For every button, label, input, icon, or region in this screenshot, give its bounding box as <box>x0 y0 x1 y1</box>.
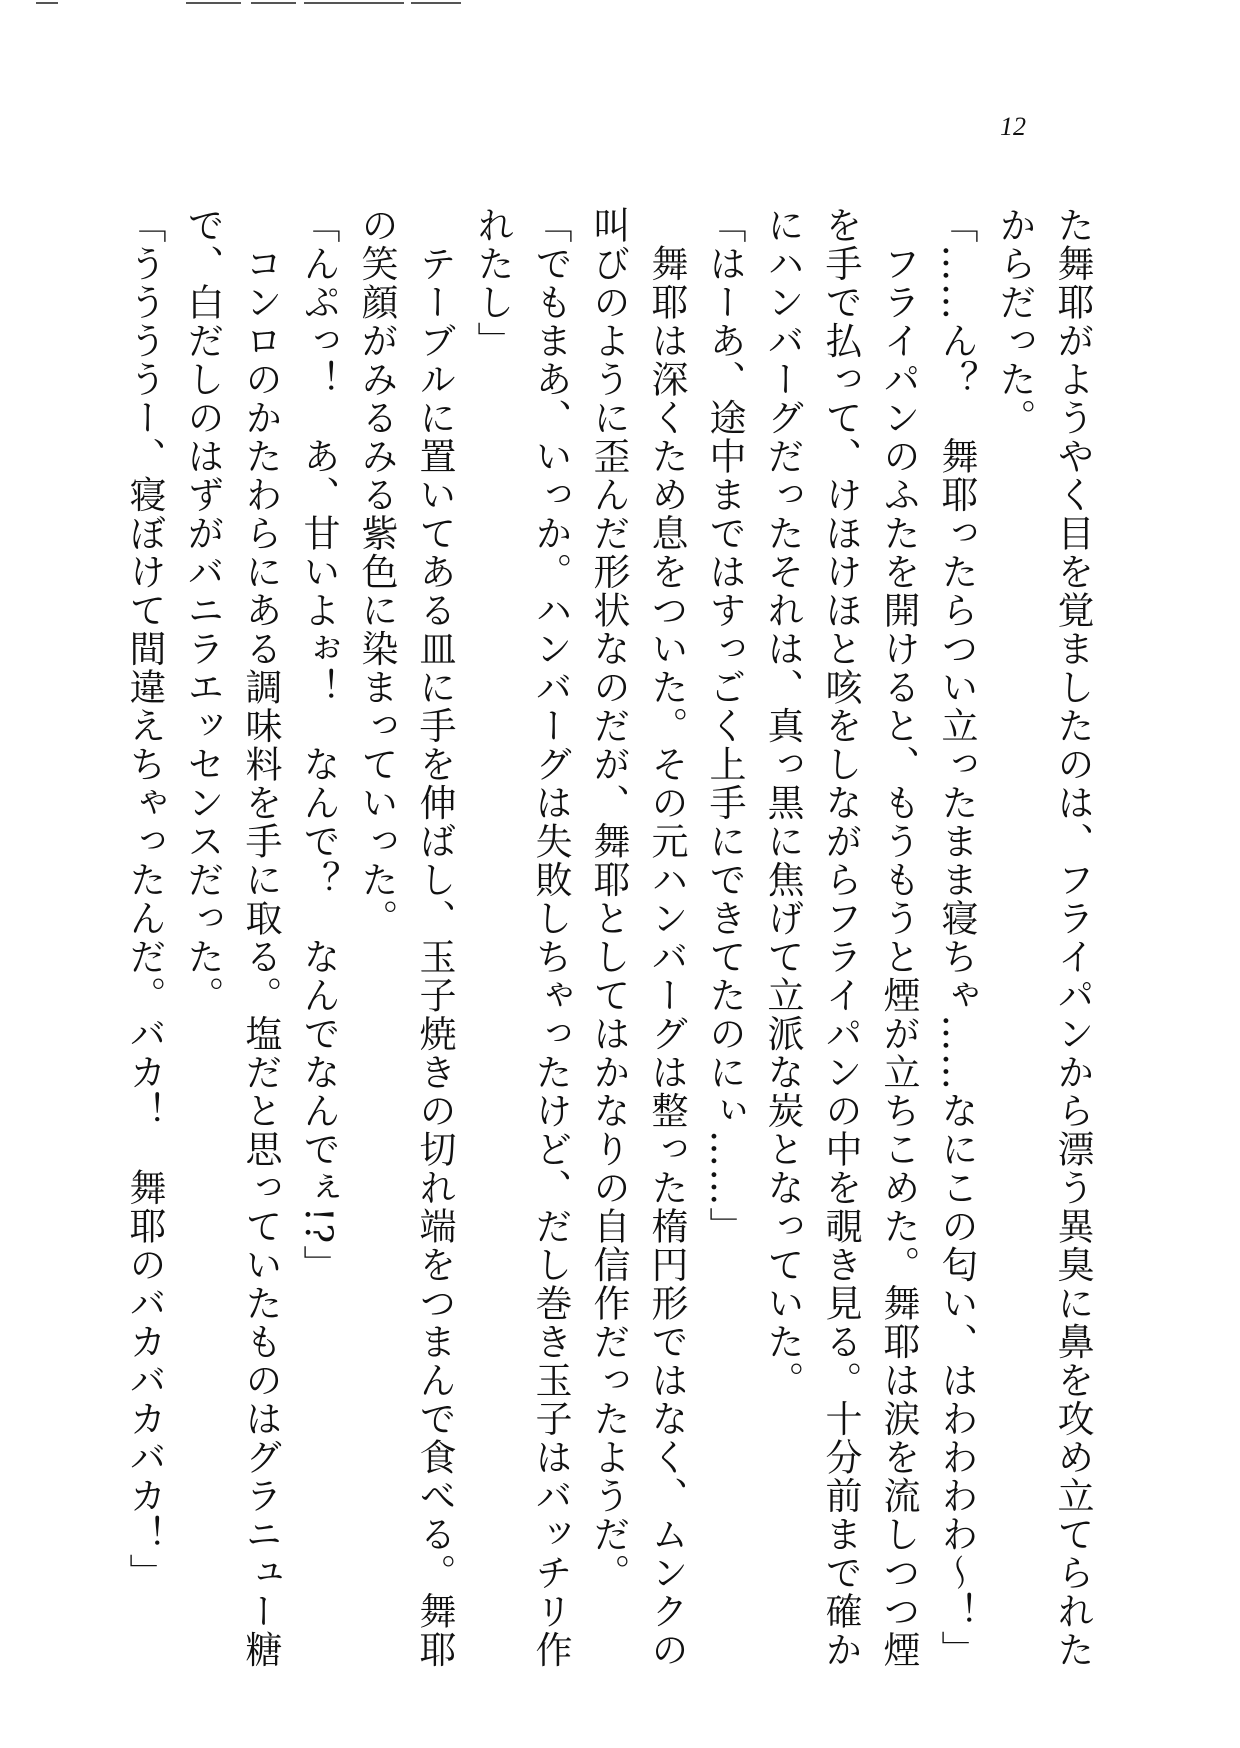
text-line: にハンバーグだったそれは、真っ黒に焦げて立派な炭となっていた。 <box>761 206 804 1400</box>
text-line: 「でもまあ、いっか。ハンバーグは失敗しちゃったけど、だし巻き玉子はバッチリ作 <box>529 206 572 1669</box>
text-line: で、白だしのはずがバニラエッセンスだった。 <box>181 206 224 1015</box>
text-line: 「……ん？ 舞耶ったらつい立ったまま寝ちゃ……なにこの匂い、はわわわわ～！」 <box>935 206 978 1669</box>
text-line: 「はーあ、途中まではすっごく上手にできてたのにぃ……」 <box>703 206 746 1246</box>
text-line: 舞耶は深くため息をついた。その元ハンバーグは整った楕円形ではなく、ムンクの <box>645 206 688 1669</box>
text-line: を手で払って、けほけほと咳をしながらフライパンの中を覗き見る。十分前まで確か <box>819 206 862 1669</box>
text-line: れたし」 <box>471 206 514 360</box>
text-line: 「ううううー、寝ぼけて間違えちゃったんだ。バカ！ 舞耶のバカバカバカ！」 <box>123 206 166 1592</box>
text-line: テーブルに置いてある皿に手を伸ばし、玉子焼きの切れ端をつまんで食べる。舞耶 <box>413 206 456 1669</box>
text-line: からだった。 <box>993 206 1036 437</box>
text-line: の笑顔がみるみる紫色に染まっていった。 <box>355 206 398 938</box>
text-line: フライパンのふたを開けると、もうもうと煙が立ちこめた。舞耶は涙を流しつつ煙 <box>877 206 920 1669</box>
text-line: た舞耶がようやく目を覚ましたのは、フライパンから漂う異臭に鼻を攻め立てられた <box>1051 206 1094 1669</box>
vertical-text-body <box>120 206 1100 1686</box>
text-line: コンロのかたわらにある調味料を手に取る。塩だと思っていたものはグラニュー糖 <box>239 206 282 1669</box>
page-number: 12 <box>1000 112 1026 141</box>
scan-header-marks <box>36 0 476 6</box>
text-line: 叫びのように歪んだ形状なのだが、舞耶としてはかなりの自信作だったようだ。 <box>587 206 630 1592</box>
text-line: 「んぷっ！ あ、甘いよぉ！ なんで？ なんでなんでぇ!?」 <box>297 206 340 1284</box>
